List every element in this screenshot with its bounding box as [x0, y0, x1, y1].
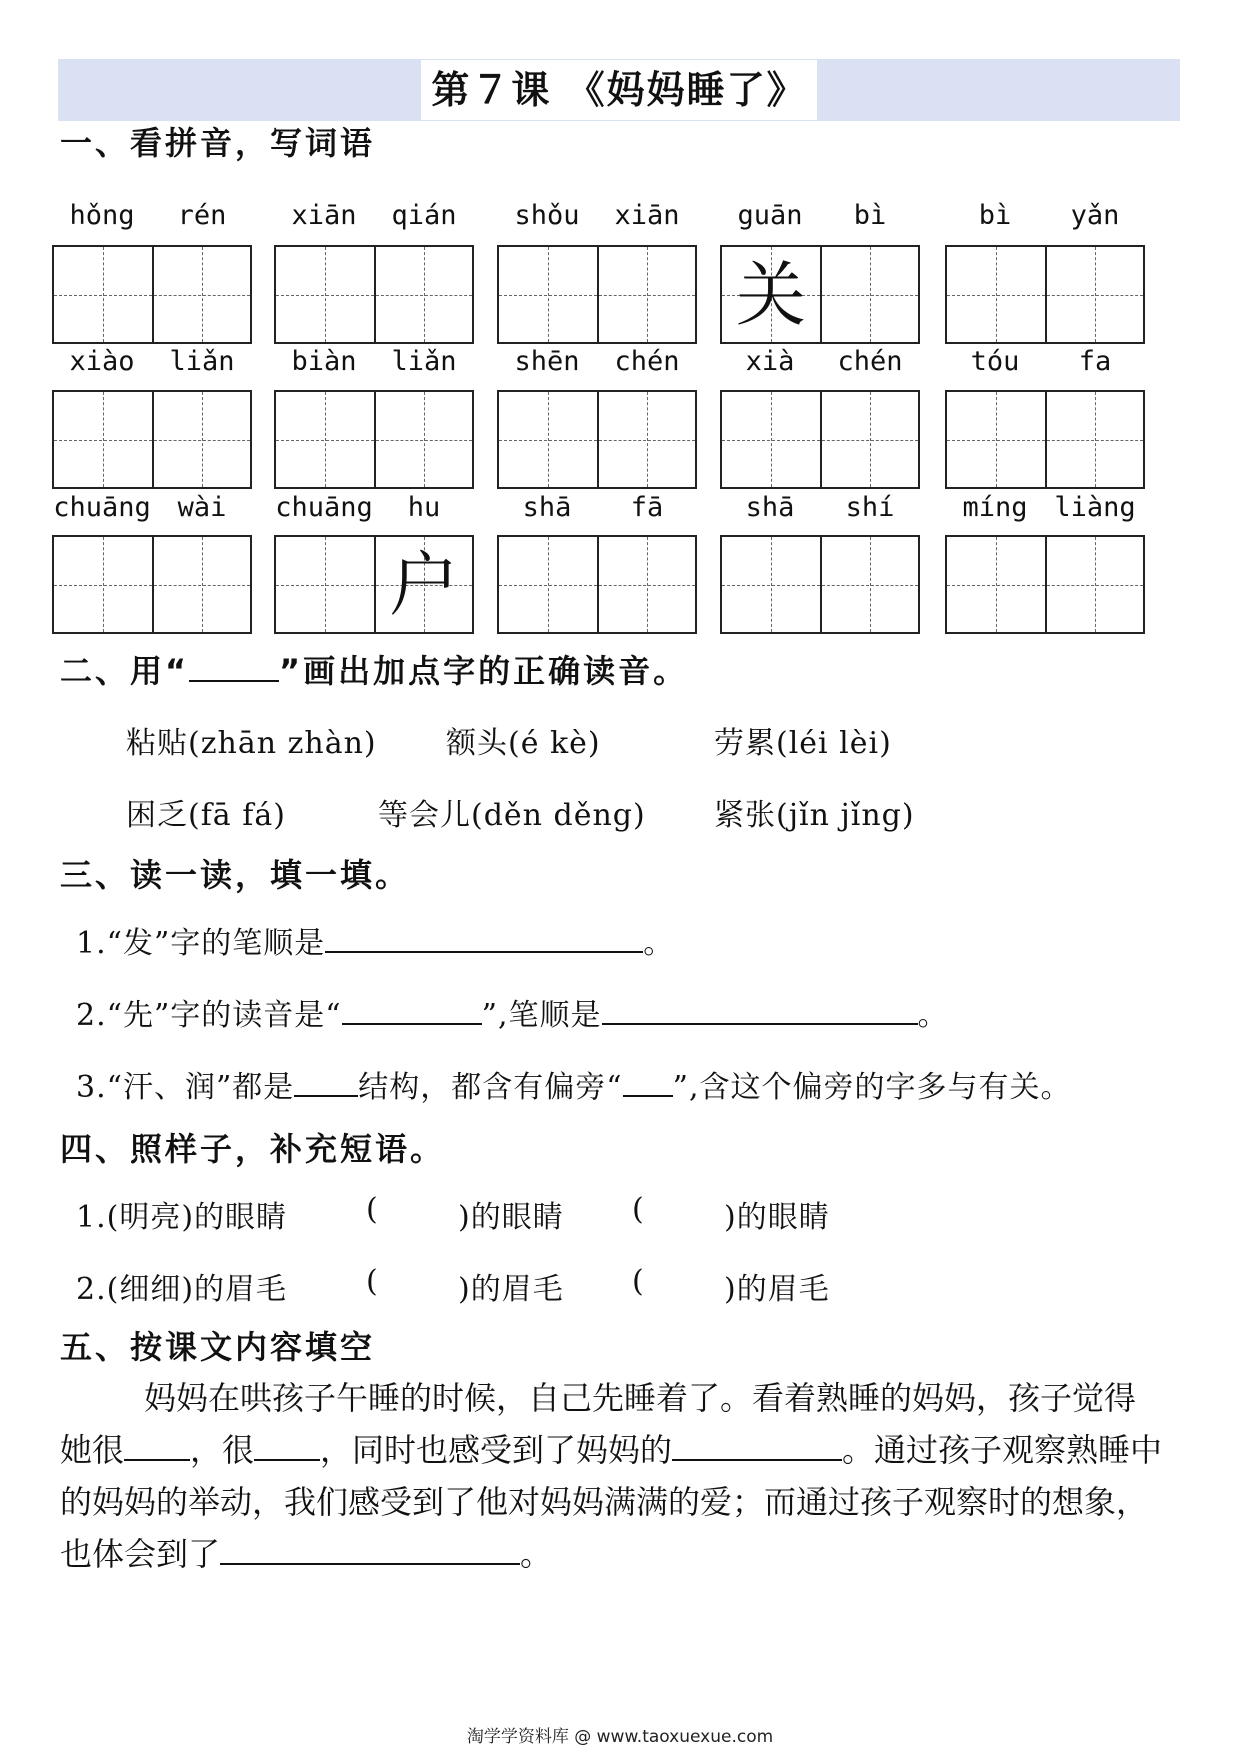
- title-bar: [58, 59, 1180, 121]
- pinyin-syllable: hǒng: [69, 200, 135, 231]
- passage-text: ，同时也感受到了妈妈的: [320, 1431, 673, 1469]
- answer-blank[interactable]: [325, 923, 643, 953]
- writing-cell[interactable]: [947, 247, 1045, 342]
- passage-text: 也体会到了: [60, 1535, 221, 1573]
- underline-sample: [189, 652, 279, 682]
- pinyin-syllable: xiào: [69, 346, 135, 377]
- fill-question-3: [76, 1062, 1072, 1106]
- section4-heading: 四、照样子，补充短语。: [60, 1130, 446, 1168]
- writing-cell[interactable]: [374, 392, 472, 487]
- question-text: ”,笔顺是: [481, 998, 602, 1033]
- reading-item: 困乏(fā fá): [126, 798, 286, 833]
- paren-open: (: [366, 1264, 379, 1299]
- pinyin-syllable: chén: [837, 346, 903, 377]
- pinyin-syllable: liǎn: [169, 346, 235, 377]
- writing-box[interactable]: [274, 535, 474, 634]
- section2-heading-start: 二、用“: [60, 652, 190, 690]
- pinyin-syllable: xiān: [614, 200, 680, 231]
- question-text: 。: [917, 998, 949, 1033]
- writing-box[interactable]: [720, 535, 920, 634]
- reading-item: 劳累(léi lèi): [714, 726, 892, 761]
- writing-box[interactable]: [945, 245, 1145, 344]
- writing-cell[interactable]: [276, 392, 374, 487]
- answer-blank[interactable]: [124, 1431, 190, 1461]
- writing-box[interactable]: [497, 390, 697, 489]
- sample-character: 关: [736, 253, 806, 336]
- pinyin-syllable: fā: [630, 492, 664, 523]
- writing-cell[interactable]: [276, 537, 374, 632]
- writing-cell[interactable]: [499, 537, 597, 632]
- sample-character: 户: [389, 543, 459, 626]
- writing-box[interactable]: [720, 390, 920, 489]
- writing-cell[interactable]: [820, 247, 918, 342]
- passage-line: 的妈妈的举动，我们感受到了他对妈妈满满的爱；而通过孩子观察时的想象，: [60, 1483, 1149, 1521]
- phrase-example: 2.(细细)的眉毛: [76, 1272, 288, 1307]
- pinyin-syllable: rén: [177, 200, 227, 231]
- section2-heading: [60, 646, 688, 692]
- phrase-blank: )的眉毛: [724, 1272, 830, 1307]
- passage-line: 妈妈在哄孩子午睡的时候，自己先睡着了。看着熟睡的妈妈，孩子觉得: [144, 1379, 1137, 1417]
- answer-blank[interactable]: [254, 1431, 320, 1461]
- writing-cell[interactable]: [820, 392, 918, 487]
- writing-cell[interactable]: [152, 247, 250, 342]
- writing-cell[interactable]: [374, 247, 472, 342]
- answer-blank[interactable]: [294, 1067, 358, 1097]
- writing-cell[interactable]: [722, 537, 820, 632]
- pinyin-syllable: liǎn: [391, 346, 457, 377]
- pinyin-syllable: yǎn: [1070, 200, 1120, 231]
- writing-cell[interactable]: [722, 247, 820, 342]
- writing-cell[interactable]: [499, 392, 597, 487]
- pinyin-syllable: chén: [614, 346, 680, 377]
- writing-box[interactable]: [945, 390, 1145, 489]
- phrase-blank: )的眉毛: [458, 1272, 564, 1307]
- writing-cell[interactable]: [152, 537, 250, 632]
- paren-open: (: [366, 1192, 379, 1227]
- pinyin-syllable: shā: [745, 492, 795, 523]
- reading-item: 粘贴(zhān zhàn): [126, 726, 377, 761]
- answer-blank[interactable]: [602, 995, 918, 1025]
- writing-box[interactable]: [274, 390, 474, 489]
- pinyin-syllable: liàng: [1054, 492, 1136, 523]
- pinyin-syllable: qián: [391, 200, 457, 231]
- writing-cell[interactable]: [54, 247, 152, 342]
- writing-box[interactable]: [52, 535, 252, 634]
- pinyin-syllable: fa: [1078, 346, 1112, 377]
- phrase-blank: )的眼睛: [458, 1200, 564, 1235]
- page-title: 第７课 《妈妈睡了》: [421, 60, 816, 120]
- question-text: 1.“发”字的笔顺是: [76, 926, 326, 961]
- phrase-blank: )的眼睛: [724, 1200, 830, 1235]
- writing-cell[interactable]: [597, 537, 695, 632]
- pinyin-syllable: tóu: [970, 346, 1020, 377]
- writing-cell[interactable]: [820, 537, 918, 632]
- pinyin-syllable: hu: [407, 492, 441, 523]
- reading-item: 额头(é kè): [446, 726, 601, 761]
- pinyin-syllable: xiān: [291, 200, 357, 231]
- section3-heading: 三、读一读，填一填。: [60, 856, 411, 894]
- paren-open: (: [632, 1264, 645, 1299]
- pinyin-syllable: chuāng: [275, 492, 373, 523]
- writing-cell[interactable]: [947, 392, 1045, 487]
- passage-line: [60, 1424, 1180, 1476]
- pinyin-syllable: biàn: [291, 346, 357, 377]
- section5-heading: 五、按课文内容填空: [60, 1328, 376, 1366]
- writing-cell[interactable]: [54, 392, 152, 487]
- writing-cell[interactable]: [499, 247, 597, 342]
- reading-item: 紧张(jǐn jǐng): [714, 798, 915, 833]
- writing-box[interactable]: [52, 390, 252, 489]
- answer-blank[interactable]: [672, 1431, 842, 1461]
- answer-blank[interactable]: [623, 1067, 673, 1097]
- question-text: 。: [643, 926, 675, 961]
- writing-box[interactable]: [274, 245, 474, 344]
- fill-question-2: [76, 990, 949, 1034]
- passage-text: 。: [520, 1535, 553, 1573]
- writing-cell[interactable]: [597, 392, 695, 487]
- writing-cell[interactable]: [152, 392, 250, 487]
- writing-box[interactable]: [497, 535, 697, 634]
- writing-box[interactable]: [497, 245, 697, 344]
- pinyin-syllable: míng: [962, 492, 1028, 523]
- pinyin-syllable: wài: [177, 492, 227, 523]
- section2-heading-end: ”画出加点字的正确读音。: [279, 652, 689, 690]
- pinyin-syllable: guān: [737, 200, 803, 231]
- writing-cell[interactable]: [374, 537, 472, 632]
- question-text: 结构，都含有偏旁“: [358, 1070, 623, 1105]
- writing-cell[interactable]: [722, 392, 820, 487]
- writing-cell[interactable]: [276, 247, 374, 342]
- writing-cell[interactable]: [947, 537, 1045, 632]
- writing-cell[interactable]: [597, 247, 695, 342]
- fill-question-1: [76, 918, 674, 962]
- writing-cell[interactable]: [1045, 247, 1143, 342]
- writing-box[interactable]: [945, 535, 1145, 634]
- pinyin-syllable: bì: [853, 200, 887, 231]
- pinyin-syllable: shēn: [514, 346, 580, 377]
- writing-cell[interactable]: [1045, 392, 1143, 487]
- writing-box[interactable]: [720, 245, 920, 344]
- phrase-example: 1.(明亮)的眼睛: [76, 1200, 288, 1235]
- answer-blank[interactable]: [342, 995, 482, 1025]
- passage-line: [60, 1528, 1180, 1580]
- pinyin-syllable: shā: [522, 492, 572, 523]
- section1-heading: 一、看拼音，写词语: [60, 124, 376, 162]
- passage-text: 她很: [60, 1431, 125, 1469]
- reading-item: 等会儿(děn děng): [378, 798, 646, 833]
- paren-open: (: [632, 1192, 645, 1227]
- pinyin-syllable: shǒu: [514, 200, 580, 231]
- passage-text: 。通过孩子观察熟睡中: [842, 1431, 1163, 1469]
- passage-text: ，很: [190, 1431, 255, 1469]
- pinyin-syllable: shí: [845, 492, 895, 523]
- writing-box[interactable]: [52, 245, 252, 344]
- writing-cell[interactable]: [1045, 537, 1143, 632]
- pinyin-syllable: xià: [745, 346, 795, 377]
- pinyin-syllable: chuāng: [53, 492, 151, 523]
- answer-blank[interactable]: [220, 1535, 520, 1565]
- footer-watermark: 淘学学资料库 @ www.taoxuexue.com: [466, 1727, 774, 1747]
- question-text: 2.“先”字的读音是“: [76, 998, 342, 1033]
- question-text: ”,含这个偏旁的字多与有关。: [672, 1070, 1072, 1105]
- question-text: 3.“汗、润”都是: [76, 1070, 295, 1105]
- writing-cell[interactable]: [54, 537, 152, 632]
- pinyin-syllable: bì: [978, 200, 1012, 231]
